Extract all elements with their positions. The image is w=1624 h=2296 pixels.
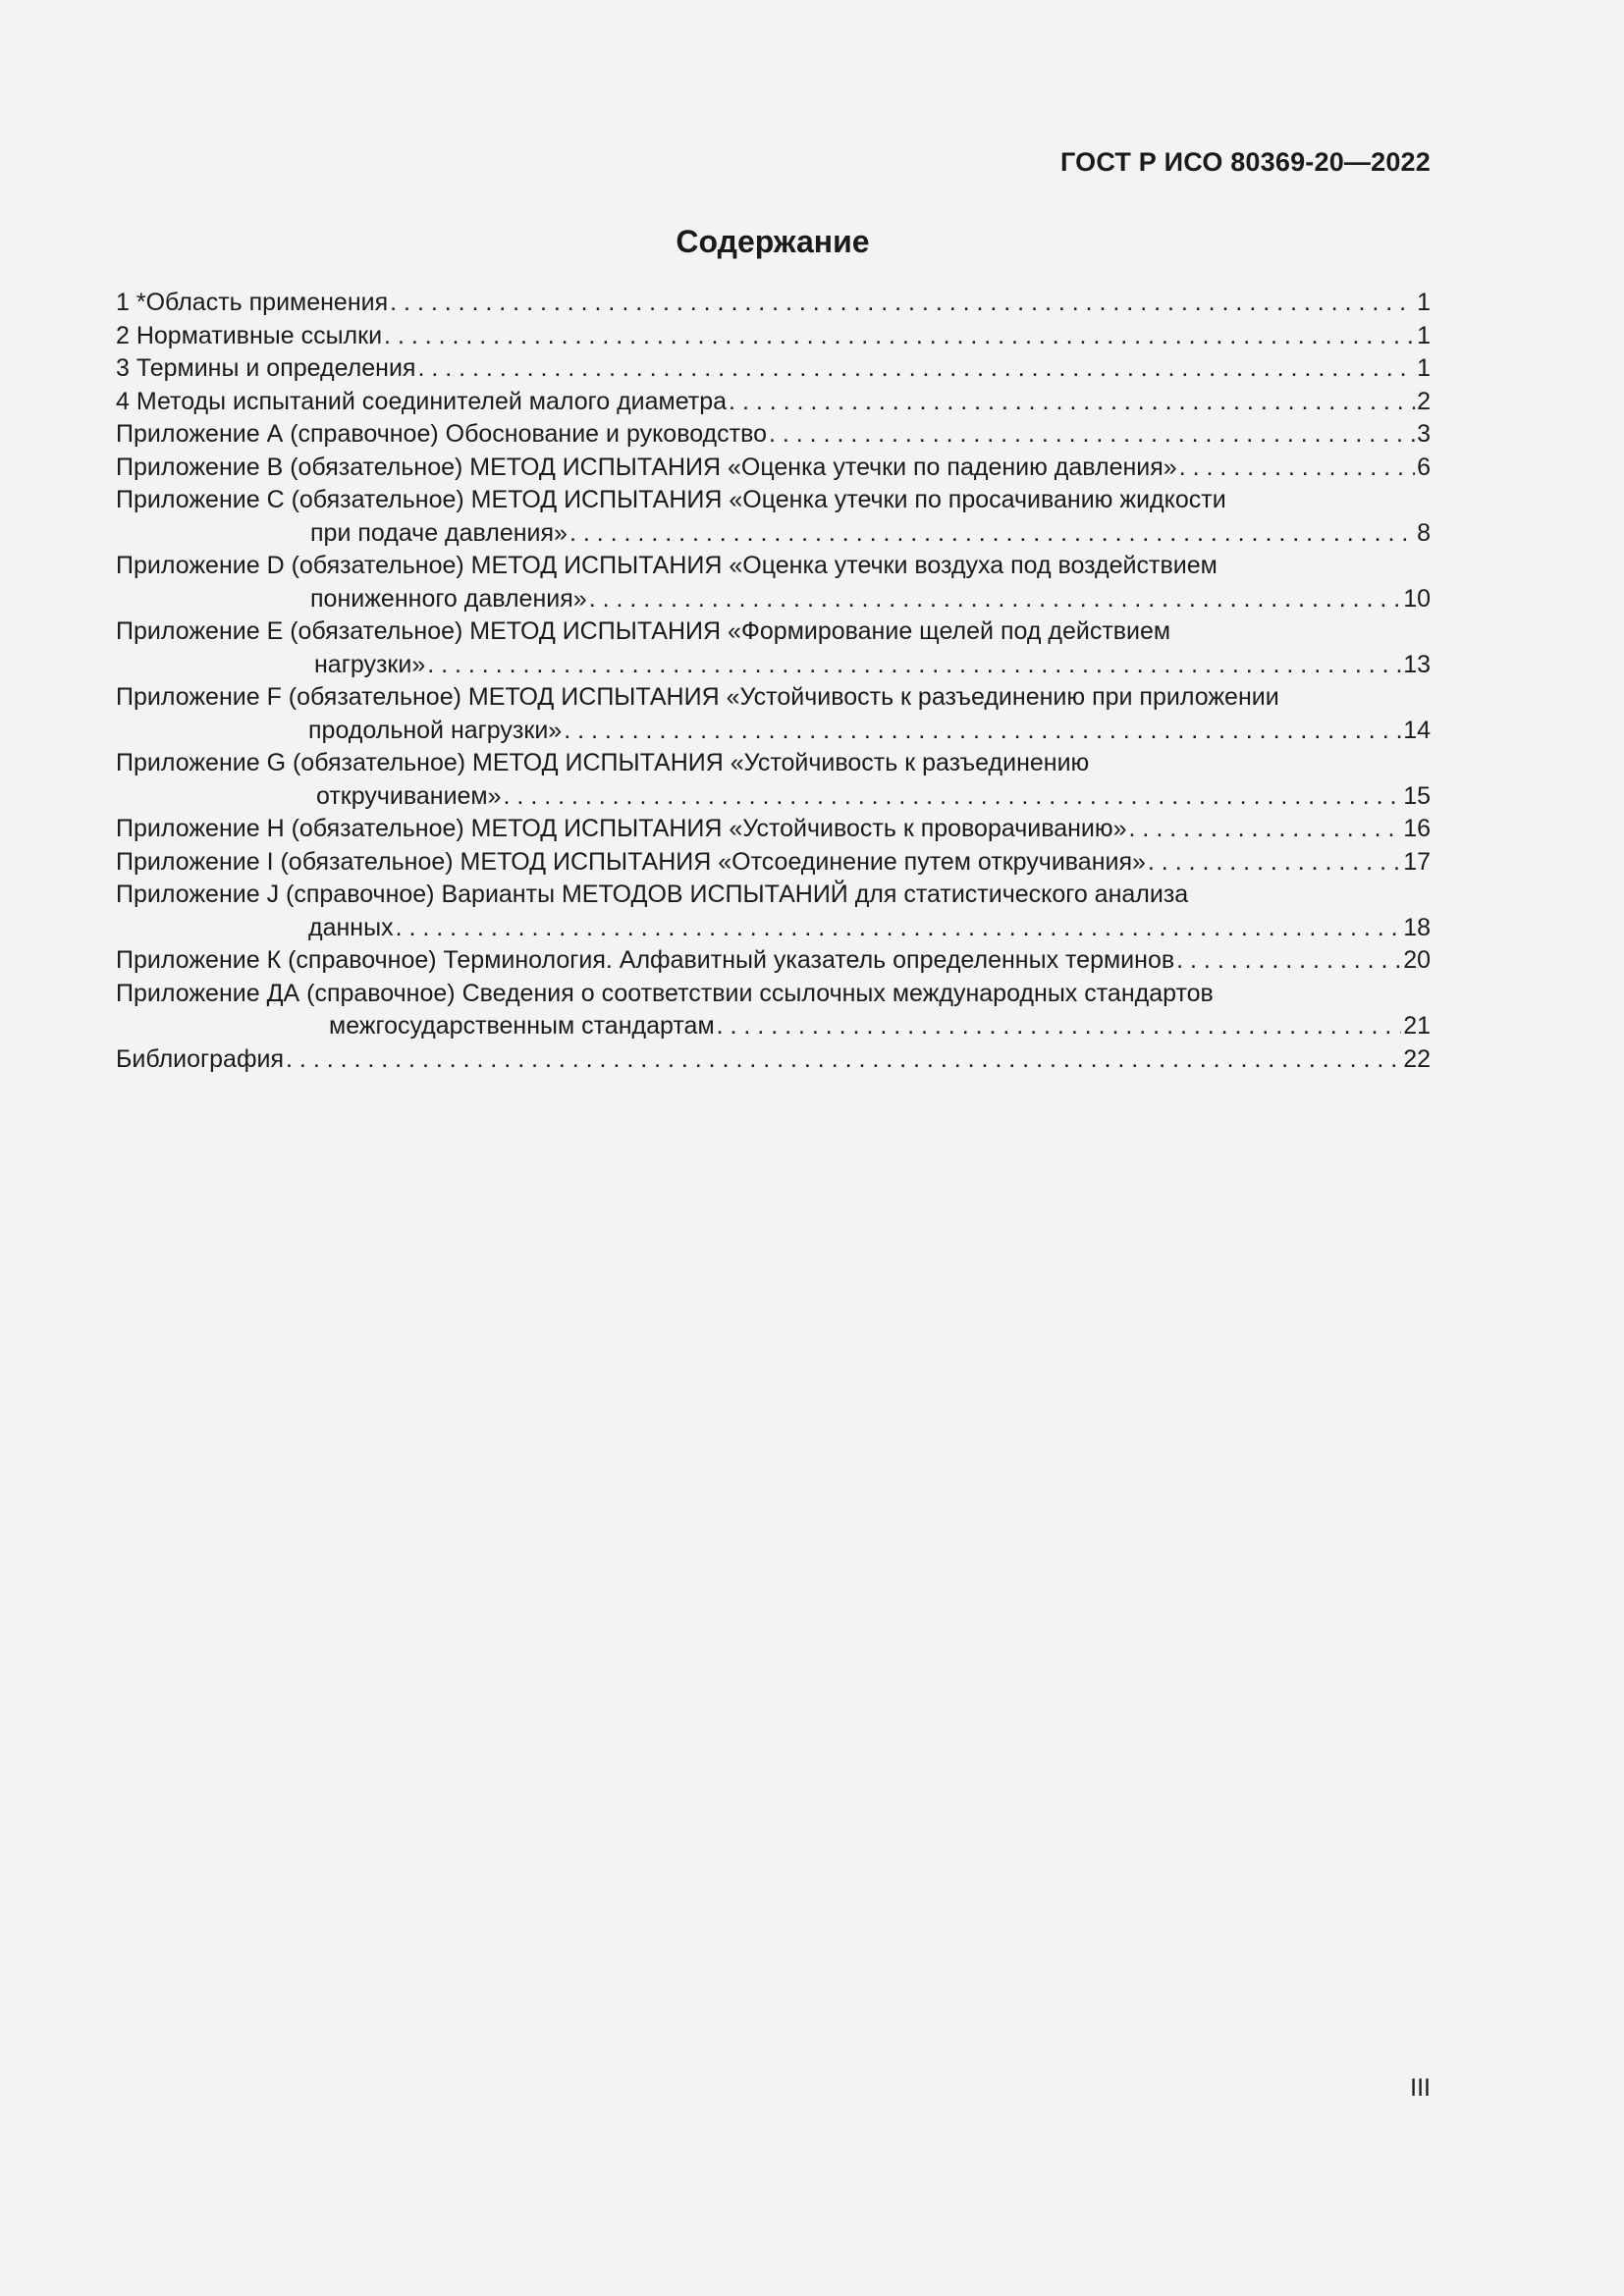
toc-entry-title: Приложение С (обязательное) МЕТОД ИСПЫТАНИЯ «Оценка утечки по просачиванию жидкости: [116, 486, 1226, 513]
toc-leader-dots: [1179, 452, 1415, 485]
toc-entry[interactable]: [116, 846, 1431, 880]
toc-entry[interactable]: [116, 550, 1431, 615]
toc-entry-page: 20: [1403, 946, 1431, 974]
toc-leader-dots: [286, 1043, 1401, 1077]
toc-leader-dots: [564, 715, 1401, 748]
toc-entry[interactable]: [116, 320, 1431, 353]
toc-entry-title: 3 Термины и определения: [116, 354, 416, 382]
toc-entry[interactable]: [116, 944, 1431, 978]
toc-entry-title: пониженного давления»: [310, 584, 587, 613]
toc-entry[interactable]: [116, 386, 1431, 419]
toc-entry-page: 2: [1417, 387, 1431, 415]
toc-leader-dots: [589, 583, 1402, 616]
toc-entry-page: 18: [1403, 913, 1431, 941]
toc-leader-dots: [569, 517, 1415, 551]
toc-entry-title: откручиванием»: [316, 781, 502, 810]
toc-entry[interactable]: [116, 352, 1431, 386]
toc-leader-dots: [717, 1010, 1402, 1043]
toc-entry-title: нагрузки»: [314, 650, 426, 678]
toc-entry[interactable]: [116, 452, 1431, 485]
table-of-contents: [116, 287, 1431, 1076]
toc-entry[interactable]: [116, 1043, 1431, 1077]
toc-entry[interactable]: [116, 484, 1431, 550]
toc-entry-page: 15: [1403, 781, 1431, 810]
toc-entry-title: Приложение J (справочное) Варианты МЕТОДОВ ИСПЫТАНИЙ для статистического анализа: [116, 881, 1189, 908]
toc-entry[interactable]: [116, 287, 1431, 320]
toc-entry-page: 22: [1403, 1044, 1431, 1073]
toc-entry[interactable]: [116, 813, 1431, 846]
toc-entry-page: 6: [1417, 453, 1431, 481]
toc-entry-title: Приложение ДА (справочное) Сведения о соответствии ссылочных международных стандартов: [116, 979, 1214, 1007]
toc-leader-dots: [384, 320, 1415, 353]
toc-entry[interactable]: [116, 615, 1431, 681]
toc-leader-dots: [729, 386, 1415, 419]
toc-entry-title: Библиография: [116, 1044, 285, 1073]
toc-leader-dots: [396, 912, 1402, 945]
toc-entry[interactable]: [116, 978, 1431, 1043]
toc-entry[interactable]: [116, 681, 1431, 747]
toc-leader-dots: [1176, 944, 1401, 978]
toc-entry-title: Приложение К (справочное) Терминология. Алфавитный указатель определенных терминов: [116, 946, 1175, 974]
toc-entry-page: 1: [1417, 321, 1431, 349]
toc-entry-page: 21: [1403, 1012, 1431, 1040]
toc-entry-title: Приложение D (обязательное) МЕТОД ИСПЫТАНИЯ «Оценка утечки воздуха под воздействием: [116, 552, 1218, 579]
toc-entry-title: при подаче давления»: [310, 518, 568, 547]
toc-leader-dots: [769, 418, 1415, 452]
toc-entry-page: 10: [1403, 584, 1431, 613]
toc-entry-page: 14: [1403, 716, 1431, 744]
toc-leader-dots: [427, 649, 1401, 682]
toc-leader-dots: [1129, 813, 1402, 846]
toc-entry[interactable]: [116, 747, 1431, 813]
page-number: III: [1410, 2074, 1431, 2102]
toc-entry-title: Приложение В (обязательное) МЕТОД ИСПЫТАНИЯ «Оценка утечки по падению давления»: [116, 453, 1177, 481]
toc-entry-title: Приложение А (справочное) Обоснование и руководство: [116, 420, 767, 448]
toc-title: Содержание: [676, 224, 870, 259]
toc-entry-page: 13: [1403, 650, 1431, 678]
toc-entry-page: 3: [1417, 420, 1431, 448]
toc-entry-title: продольной нагрузки»: [308, 716, 563, 744]
toc-leader-dots: [390, 287, 1415, 320]
toc-entry-title: Приложение F (обязательное) МЕТОД ИСПЫТАНИЯ «Устойчивость к разъединению при приложении: [116, 683, 1279, 711]
toc-entry-page: 1: [1417, 289, 1431, 316]
toc-entry-title: Приложение Н (обязательное) МЕТОД ИСПЫТАНИЯ «Устойчивость к проворачиванию»: [116, 815, 1127, 842]
toc-entry-title: Приложение Е (обязательное) МЕТОД ИСПЫТАНИЯ «Формирование щелей под действием: [116, 617, 1171, 645]
toc-entry[interactable]: [116, 879, 1431, 944]
toc-entry-title: 4 Методы испытаний соединителей малого диаметра: [116, 387, 728, 415]
toc-entry[interactable]: [116, 418, 1431, 452]
toc-entry-title: Приложение G (обязательное) МЕТОД ИСПЫТАНИЯ «Устойчивость к разъединению: [116, 749, 1090, 776]
toc-leader-dots: [1148, 846, 1401, 880]
toc-entry-title: 2 Нормативные ссылки: [116, 321, 383, 349]
toc-entry-page: 17: [1403, 847, 1431, 876]
toc-entry-page: 8: [1417, 518, 1431, 547]
toc-leader-dots: [504, 780, 1402, 814]
document-designation: ГОСТ Р ИСО 80369-20—2022: [1060, 147, 1431, 177]
toc-leader-dots: [417, 352, 1415, 386]
toc-entry-title: межгосударственным стандартам: [329, 1012, 715, 1040]
toc-entry-title: 1 *Область применения: [116, 289, 389, 316]
toc-entry-title: данных: [308, 913, 394, 941]
toc-entry-page: 16: [1403, 815, 1431, 842]
toc-entry-title: Приложение I (обязательное) МЕТОД ИСПЫТАНИЯ «Отсоединение путем откручивания»: [116, 847, 1146, 876]
toc-entry-page: 1: [1417, 354, 1431, 382]
